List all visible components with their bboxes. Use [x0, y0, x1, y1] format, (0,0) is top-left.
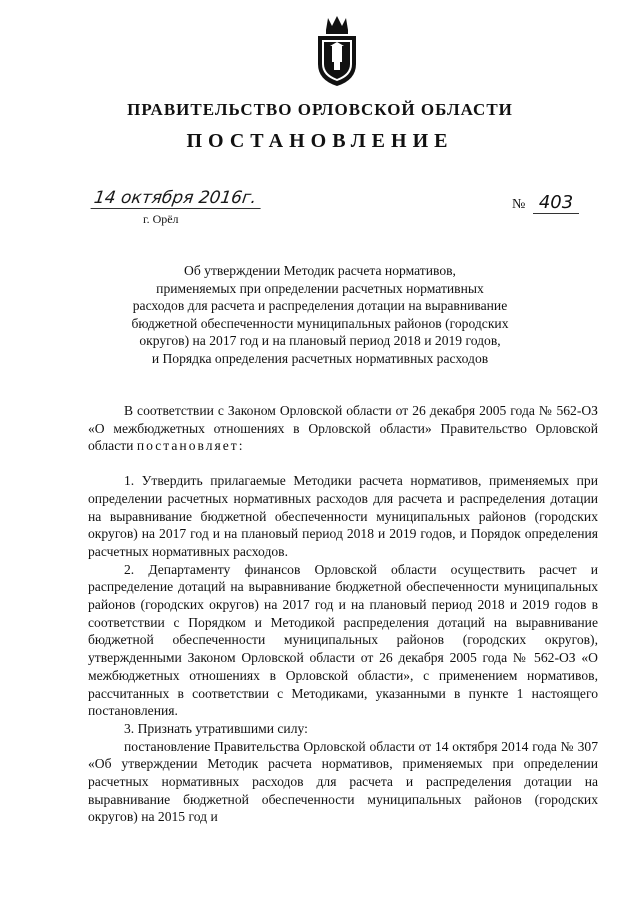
paragraph-2: 2. Департаменту финансов Орловской области осуществить расчет и распределение дотаций на выравнивание бюджетной обеспеченности муниципальных районов (городских округов) на 2017 год и на плановый период 2018 и 2019 годов в соответствии с Порядком и Методикой распределения дотаций на выравнивание бюджетной обеспеченности муниципальных районов (городских округов), утвержденными Законом Орловской области от 26 декабря 2005 года № 562-ОЗ «О межбюджетных отношениях в Орловской области», с применением нормативов, рассчитанных в соответствии с Методиками, указанными в пункте 1 настоящего постановления.: [88, 561, 598, 719]
government-name: ПРАВИТЕЛЬСТВО ОРЛОВСКОЙ ОБЛАСТИ: [127, 100, 513, 119]
handwritten-number: 403: [533, 192, 579, 214]
paragraph-4: постановление Правительства Орловской области от 14 октября 2014 года № 307 «Об утверждении Методик расчета нормативов, применяемых при определении расчетных нормативных расходов для расчета и распределения дотации на выравнивание бюджетной обеспеченности муниципальных районов (городских округов) на 2015 год и: [88, 738, 598, 825]
intro-paragraph: [88, 402, 598, 455]
intro-text: В соответствии с Законом Орловской области от 26 декабря 2005 года № 562-ОЗ «О межбюджетных отношениях в Орловской области» Правительство Орловской области: [88, 403, 598, 454]
decree-word: постановляет:: [136, 438, 245, 454]
city-name: г. Орёл: [143, 212, 179, 226]
paragraph-1: 1. Утвердить прилагаемые Методики расчета нормативов, применяемых при определении расчетных нормативных расходов для расчета и распределения дотации на выравнивание бюджетной обеспеченности муниципальных районов (городских округов) на 2017 год и на плановый период 2018 и 2019 годов, и Порядок определения расчетных нормативных расходов.: [88, 473, 598, 559]
title-line: применяемых при определении расчетных нормативных: [156, 280, 484, 296]
coat-of-arms-emblem: [312, 14, 362, 88]
title-line: бюджетной обеспеченности муниципальных районов (городских: [131, 315, 509, 331]
handwritten-date: 14 октября 2016г.: [91, 188, 264, 209]
title-line: расходов для расчета и распределения дотации на выравнивание: [132, 298, 508, 314]
title-line: и Порядка определения расчетных нормативных расходов: [151, 350, 489, 366]
document-title: [95, 262, 545, 368]
title-line: Об утверждении Методик расчета нормативов,: [184, 263, 456, 278]
title-line: округов) на 2017 год и на плановый период 2018 и 2019 годов,: [139, 333, 501, 349]
document-type: ПОСТАНОВЛЕНИЕ: [186, 130, 454, 152]
number-prefix: №: [512, 197, 526, 212]
document-body: [88, 402, 598, 826]
paragraph-3: 3. Признать утратившими силу:: [124, 720, 308, 736]
document-number: [512, 192, 579, 213]
